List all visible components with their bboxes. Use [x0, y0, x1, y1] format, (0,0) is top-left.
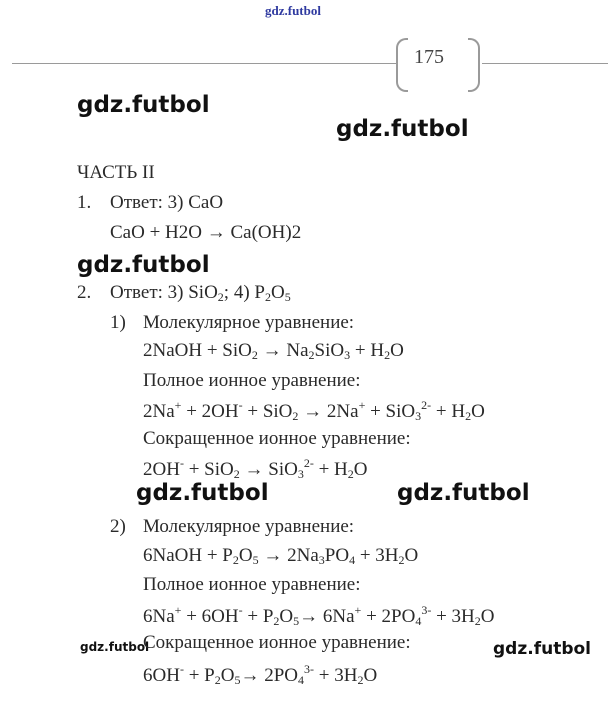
part2-molecular-equation: 6NaOH + $P_2O_5 \to 2Na_3PO_4 + 3H_2O$ [143, 545, 419, 567]
part2-full-ionic-equation: $6Na^+ + 6OH^- + P_2O_5\to 6Na^+ + 2PO_4^{3-} + 3H_2O$ [143, 603, 495, 628]
task1-equation: CaO + H2O → Ca(OH)2 [110, 222, 302, 243]
page-number-bracket-right [468, 38, 480, 92]
part1-full-ionic-label: Полное ионное уравнение: [143, 370, 361, 391]
task1-answer: Ответ: 3) CaO [110, 192, 224, 213]
header-rule-right [482, 63, 608, 64]
task1-number: 1. [77, 192, 92, 213]
page-number-bracket-left [396, 38, 408, 92]
watermark: gdz.futbol [493, 639, 591, 659]
part2-short-ionic-equation: $6OH^- + P_2O_5\to 2PO_4^{3-} + 3H_2O$ [143, 662, 378, 687]
part1-molecular-label: Молекулярное уравнение: [143, 312, 355, 333]
header-rule-left [12, 63, 396, 64]
task2-answer: Ответ: 3) SiO$_2$; 4) $P_2O_5$ [110, 282, 291, 304]
task2-number: 2. [77, 282, 92, 303]
part2-molecular-label: Молекулярное уравнение: [143, 516, 355, 537]
watermark: gdz.futbol [136, 480, 269, 506]
section-title: ЧАСТЬ II [77, 162, 155, 183]
page-number: 175 [414, 46, 444, 68]
watermark: gdz.futbol [80, 640, 150, 654]
part1-molecular-equation: 2NaOH + $SiO_2 \to Na_2SiO_3 + H_2O$ [143, 340, 404, 362]
watermark: gdz.futbol [77, 252, 210, 278]
part1-short-ionic-equation: $2OH^- + SiO_2 \to SiO_3^{2-} + H_2O$ [143, 456, 368, 481]
part2-short-ionic-label: Сокращенное ионное уравнение: [143, 632, 411, 653]
part1-short-ionic-label: Сокращенное ионное уравнение: [143, 428, 411, 449]
part1-full-ionic-equation: $2Na^+ + 2OH^- + SiO_2 \to 2Na^+ + SiO_3^{2-} + H_2O$ [143, 398, 485, 423]
part1-number: 1) [110, 312, 126, 333]
watermark: gdz.futbol [336, 116, 469, 142]
part2-full-ionic-label: Полное ионное уравнение: [143, 574, 361, 595]
part2-number: 2) [110, 516, 126, 537]
watermark-top: gdz.futbol [265, 3, 321, 18]
watermark: gdz.futbol [77, 92, 210, 118]
watermark: gdz.futbol [397, 480, 530, 506]
